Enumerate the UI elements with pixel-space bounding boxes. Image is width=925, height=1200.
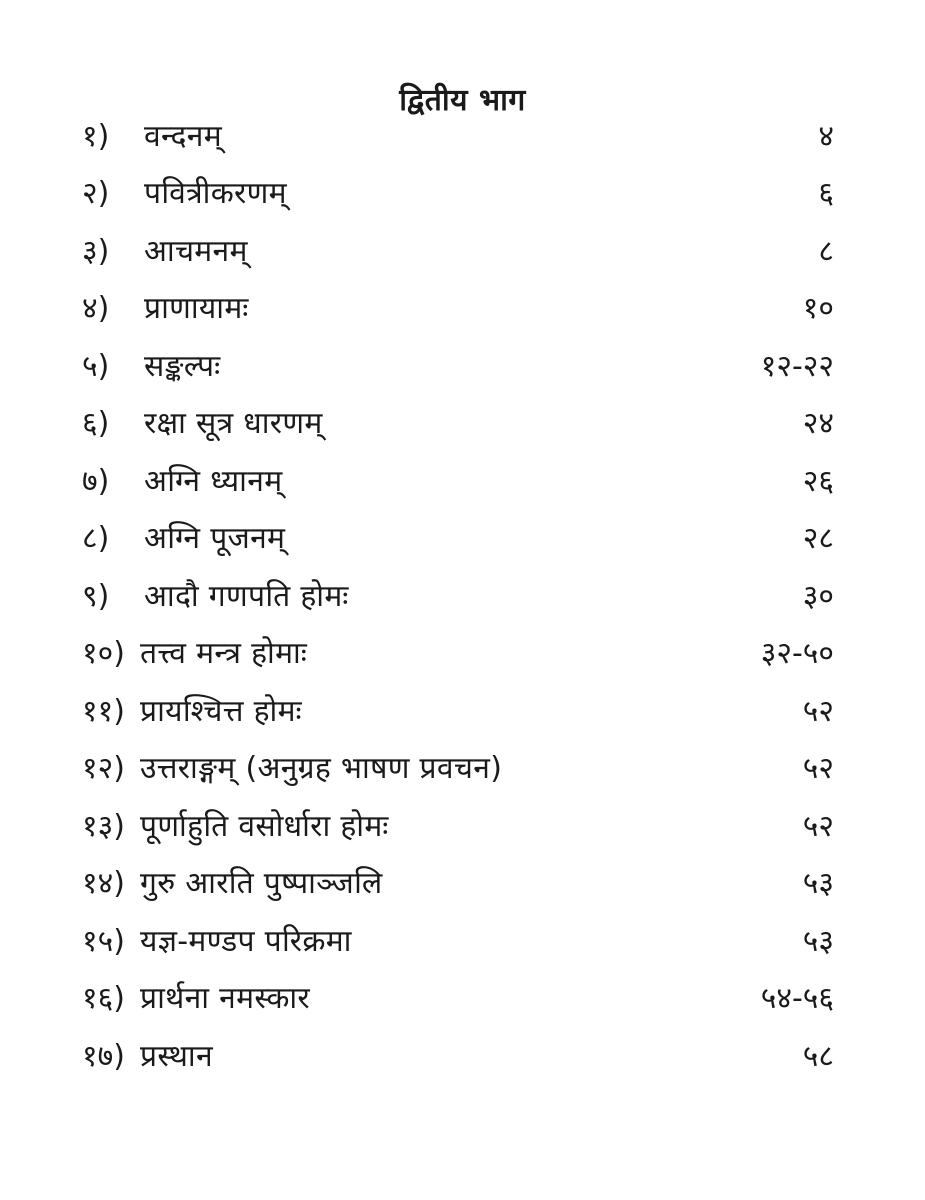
toc-item-page: ५३ xyxy=(802,866,834,902)
toc-item-title: तत्त्व मन्त्र होमाः xyxy=(140,636,308,672)
toc-item-page: ५३ xyxy=(802,923,834,959)
toc-item-page: ५४-५६ xyxy=(760,981,834,1017)
toc-row-14 xyxy=(82,856,834,914)
toc-item-title: सङ्कल्पः xyxy=(144,348,221,384)
toc-row-11 xyxy=(82,683,834,741)
toc-item-page: ५८ xyxy=(802,1038,834,1074)
toc-row-5 xyxy=(82,338,834,396)
toc-row-6 xyxy=(82,396,834,454)
toc-item-number: ३) xyxy=(82,233,110,269)
toc-item-number: ११) xyxy=(82,693,125,729)
toc-row-16 xyxy=(82,971,834,1029)
toc-row-3 xyxy=(82,223,834,281)
toc-item-number: १०) xyxy=(82,636,125,672)
toc-item-page: ६ xyxy=(818,176,834,212)
toc-item-number: १५) xyxy=(82,923,125,959)
toc-item-page: २४ xyxy=(802,406,834,442)
toc-item-number: १४) xyxy=(82,866,125,902)
toc-row-2 xyxy=(82,166,834,224)
toc-row-10 xyxy=(82,626,834,684)
toc-item-number: ९) xyxy=(82,578,110,614)
table-of-contents xyxy=(82,108,834,1086)
toc-row-13 xyxy=(82,798,834,856)
toc-row-15 xyxy=(82,913,834,971)
toc-item-title: प्राणायामः xyxy=(144,291,249,327)
toc-item-number: ८) xyxy=(82,521,110,557)
toc-item-number: ५) xyxy=(82,348,110,384)
toc-item-title: पूर्णाहुति वसोर्धारा होमः xyxy=(140,808,389,844)
toc-row-12 xyxy=(82,741,834,799)
section-title: द्वितीय भाग xyxy=(399,83,526,118)
toc-item-title: अग्नि ध्यानम् xyxy=(144,463,283,499)
toc-item-number: १७) xyxy=(82,1038,125,1074)
toc-item-page: १२-२२ xyxy=(760,348,834,384)
toc-item-title: रक्षा सूत्र धारणम् xyxy=(144,406,323,442)
toc-item-number: २) xyxy=(82,176,110,212)
toc-item-title: गुरु आरति पुष्पाञ्जलि xyxy=(140,866,383,902)
toc-row-7 xyxy=(82,453,834,511)
toc-row-9 xyxy=(82,568,834,626)
toc-item-page: ५२ xyxy=(802,808,834,844)
toc-item-number: ६) xyxy=(82,406,110,442)
toc-item-title: प्रार्थना नमस्कार xyxy=(140,981,311,1017)
toc-item-number: १६) xyxy=(82,981,125,1017)
toc-item-page: ८ xyxy=(818,233,834,269)
toc-row-17 xyxy=(82,1028,834,1086)
toc-item-number: १) xyxy=(82,118,110,154)
toc-row-8 xyxy=(82,511,834,569)
toc-item-page: ३२-५० xyxy=(760,636,834,672)
toc-item-title: पवित्रीकरणम् xyxy=(144,176,287,212)
toc-item-title: आचमनम् xyxy=(144,233,248,269)
toc-item-page: २८ xyxy=(802,521,834,557)
toc-item-title: प्रायश्चित्त होमः xyxy=(140,693,302,729)
toc-item-number: १२) xyxy=(82,751,125,787)
toc-item-number: १३) xyxy=(82,808,125,844)
toc-item-page: ४ xyxy=(818,118,834,154)
toc-item-number: ७) xyxy=(82,463,110,499)
toc-item-page: १० xyxy=(802,291,834,327)
toc-item-number: ४) xyxy=(82,291,110,327)
toc-item-page: ५२ xyxy=(802,751,834,787)
toc-item-title: अग्नि पूजनम् xyxy=(144,521,286,557)
toc-item-title: प्रस्थान xyxy=(140,1038,213,1074)
toc-row-1 xyxy=(82,108,834,166)
toc-row-4 xyxy=(82,281,834,339)
toc-item-title: वन्दनम् xyxy=(144,118,222,154)
toc-item-page: ३० xyxy=(802,578,834,614)
toc-item-page: ५२ xyxy=(802,693,834,729)
toc-item-title: यज्ञ-मण्डप परिक्रमा xyxy=(140,923,352,959)
toc-item-title: आदौ गणपति होमः xyxy=(144,578,349,614)
toc-item-title: उत्तराङ्गम् (अनुग्रह भाषण प्रवचन) xyxy=(140,751,503,787)
toc-item-page: २६ xyxy=(802,463,834,499)
